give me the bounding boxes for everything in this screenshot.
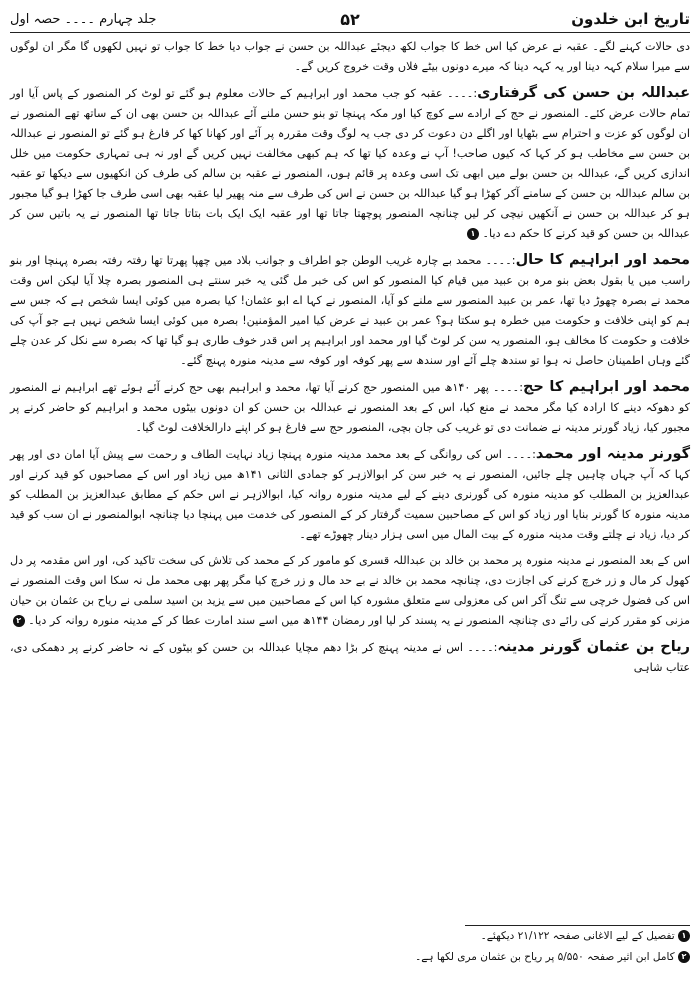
section-hajj: محمد اور ابراہیم کا حج:۔۔۔۔ پھر ۱۴۰ھ میں المنصور حج کرنے آیا تھا، محمد و ابراہیم بھی حج کرنے آئے ہوئے تھے ابراہیم نے المنصور کو دھوکہ دینے کا ارادہ کیا مگر محمد نے منع کیا، اس کے بعد المنصور نے عبداللہ بن حسن کو ان دونوں بیٹوں محمد و ابراہیم کو حاضر کرنے پر مجبور کیا، زیاد گورنر مدینہ نے ضمانت دی تو غریب کی جان بچی، المنصور حج سے فارغ ہو کر اپنے دارالخلافت لوٹ گیا۔	[10, 379, 691, 434]
section-riyah: ریاح بن عثمان گورنر مدینہ:۔۔۔۔ اس نے مدینہ پہنچ کر بڑا دھم مچایا عبداللہ بن حسن کو بیٹوں کے نہ حاضر کرنے پر دھمکی دی، عتاب شاہی	[10, 639, 690, 674]
section-arrest: عبداللہ بن حسن کی گرفتاری:۔۔۔۔ عقبہ کو جب محمد اور ابراہیم کے حالات معلوم ہو گئے تو لوٹ کر المنصور کے پاس آیا اور تمام حالات عرض کئے۔ المنصور نے حج کے ارادے سے کوچ کیا اور مکہ پہنچا تو بنو حسن ملنے آئے عبداللہ بن حسن بھی ان کے ساتھ تھے المنصور نے ان لوگوں کو عزت و احترام سے بٹھایا اور اگلے دن دعوت کر دی جب یہ لوگ وقت مقررہ پر آئے اور کھانا کھا کر فارغ ہو گئے تو المنصور نے عبداللہ بن حسن سے مخاطب ہو کر کہا کہ کیوں صاحب! آپ نے وعدہ کیا تھا کہ ہم کبھی مخالفت نہیں کریں گے اور نہ ہی تمہاری حکومت میں خلل اندازی کریں گے، عبداللہ بن حسن بولے میں ابھی تک اسی وعدہ پر قائم ہوں، المنصور نے عقبہ بن سالم کی طرف کن انکھیوں سے دیکھا تو عقبہ بن سالم عبداللہ بن حسن کے سامنے آکر کھڑا ہو گیا عبداللہ بن حسن نے اس کی طرف سے منہ پھیر لیا عقبہ بھی اسی طرف جا کھڑا ہو گیا مجبور ہو کر عبداللہ بن حسن نے آنکھیں نیچی کر لیں چنانچہ المنصور پوچھتا جاتا تھا اور عقبہ ایک ایک بات بتاتا جاتا تھا المنصور نے یہ باتیں سن کر عبداللہ بن حسن کو قید کرنے کا حکم دے دیا۔ ۱	[10, 85, 691, 240]
paragraph-text: اس نے مدینہ پہنچ کر بڑا دھم مچایا عبداللہ بن حسن کو بیٹوں کے نہ حاضر کرنے پر دھمکی دی، عتاب شاہی	[10, 641, 690, 674]
section-heading: گورنر مدینہ اور محمد	[535, 446, 690, 462]
section-heading: محمد اور ابراہیم کا حال	[515, 252, 691, 268]
footnote-number: ۲	[678, 951, 690, 963]
footnotes	[10, 925, 690, 968]
footnote-marker[interactable]: ۱	[467, 228, 479, 240]
paragraph-text: دی حالات کہنے لگے۔ عقبہ نے عرض کیا اس خط کا جواب لکھ دیجئے عبداللہ بن حسن نے جواب دیا خط کا جواب تو نہیں لکھوں گا مگر ان لوگوں سے میرا سلام کہہ دینا اور یہ کہہ دینا کہ میرے دونوں بیٹے فلاں وقت خروج کریں گے۔	[10, 40, 690, 73]
paragraph-text: پھر ۱۴۰ھ میں المنصور حج کرنے آیا تھا، محمد و ابراہیم بھی حج کرنے آئے ہوئے تھے ابراہیم نے المنصور کو دھوکہ دینے کا ارادہ کیا مگر محمد نے منع کیا، اس کے بعد المنصور نے عبداللہ بن حسن کو ان دونوں بیٹوں محمد و ابراہیم کو حاضر کرنے پر مجبور کیا، زیاد گورنر مدینہ نے ضمانت دی تو غریب کی جان بچی، المنصور حج سے فارغ ہو کر اپنے دارالخلافت لوٹ گیا۔	[10, 381, 690, 434]
paragraph-text: عقبہ کو جب محمد اور ابراہیم کے حالات معلوم ہو گئے تو لوٹ کر المنصور کے پاس آیا اور تمام حالات عرض کئے۔ المنصور نے حج کے ارادے سے کوچ کیا اور مکہ پہنچا تو بنو حسن ملنے آئے عبداللہ بن حسن بھی ان کے ساتھ تھے المنصور نے ان لوگوں کو عزت و احترام سے بٹھایا اور اگلے دن دعوت کر دی جب یہ لوگ وقت مقررہ پر آئے اور کھانا کھا کر فارغ ہو گئے تو المنصور نے عبداللہ بن حسن سے مخاطب ہو کر کہا کہ کیوں صاحب! آپ نے وعدہ کیا تھا کہ ہم کبھی مخالفت نہیں کریں گے اور نہ ہی تمہاری حکومت میں خلل اندازی کریں گے، عبداللہ بن حسن بولے میں ابھی تک اسی وعدہ پر قائم ہوں، المنصور نے عقبہ بن سالم کی طرف کن انکھیوں سے دیکھا تو عقبہ بن سالم عبداللہ بن حسن کے سامنے آکر کھڑا ہو گیا عبداللہ بن حسن نے اس کی طرف سے منہ پھیر لیا عقبہ بھی اسی طرف جا کھڑا ہو گیا مجبور ہو کر عبداللہ بن حسن نے آنکھیں نیچی کر لیں چنانچہ المنصور پوچھتا جاتا تھا اور عقبہ ایک ایک بات بتاتا جاتا تھا المنصور نے یہ باتیں سن کر عبداللہ بن حسن کو قید کرنے کا حکم دے دیا۔	[10, 87, 690, 240]
paragraph	[10, 551, 690, 631]
section-governor: گورنر مدینہ اور محمد:۔۔۔۔ اس کی روانگی کے بعد محمد مدینہ منورہ پہنچا زیاد نہایت الطاف و رحمت سے پیش آیا امان دی اور پھر کہا کہ آپ جہاں چاہیں چلے جائیں، المنصور نے یہ خبر سن کر ابوالازہر کو جمادی الثانی ۱۴۱ھ میں زیاد اور اس کے مصاحبوں کو قید کرنے اور عبدالعزیز بن المطلب کو مدینہ منورہ کی گورنری دینے کے لیے مدینہ منورہ روانہ کیا، ابوالازہر نے اس حکم کے مطابق عبدالعزیز بن المطلب کو مدینہ منورہ کا گورنر بنایا اور زیاد کو اس کے مصاحبین سمیت گرفتار کر کے المنصور کی خدمت میں پہنچا دیا چنانچہ ابوالمنصور نے ان سب کو قید کر دیا، زیاد نے چلتے وقت مدینہ منورہ کے بیت المال میں اسی ہزار دینار چھوڑے تھے۔	[10, 446, 690, 541]
paragraph-text: اس کے بعد المنصور نے مدینہ منورہ پر محمد بن خالد بن عبداللہ قسری کو مامور کر کے محمد کی تلاش کی سخت تاکید کی، اور اس مقدمہ پر دل کھول کر مال و زر خرچ کرنے کی اجازت دی، چنانچہ محمد بن خالد نے بے حد مال و زر خرچ کیا مگر پھر بھی محمد مل نہ سکا اس وقت المنصور نے اس کی فضول خرچی سے تنگ آکر اس کی معزولی سے متعلق مشورہ کیا اس کے مصاحبین میں سے یزید بن اسید سلمی نے ریاح بن عثمان بن حیان مزنی کو مقرر کرنے کی رائے دی چنانچہ المنصور نے یہ پسند کر لیا اور رمضان ۱۴۴ھ میں اسے سند امارت عطا کر کے مدینہ منورہ روانہ کر دیا۔	[10, 554, 690, 627]
section-heading: ریاح بن عثمان گورنر مدینہ	[497, 639, 690, 655]
footnote	[10, 947, 690, 968]
footnote	[10, 926, 690, 947]
page-header	[10, 6, 690, 33]
paragraph-text: محمد بے چارہ غریب الوطن جو اطراف و جوانب بلاد میں چھپا پھرتا تھا رفتہ رفتہ بصرہ پہنچا اور بنو راسب میں یا بقول بعض بنو مرہ بن عبید میں قیام کیا المنصور کو اس کی خبر مل گئی یہ خبر سنتے ہی المنصور بصرہ چلا آیا لیکن اس وقت محمد نے بصرہ چھوڑ دیا تھا، عمر بن عبید المنصور سے ملنے کو آیا، المنصور نے کہا اے ابو عثمان! کیا بصرہ میں کوئی ایسا شخص ہے کہ جس سے ہم کو اپنی خلافت و حکومت میں خطرہ ہو سکتا ہو؟ عمر بن عبید نے عرض کیا امیر المؤمنین! بصرہ میں کوئی ایسا شخص نہیں ہے جو آپ کی خلافت و حکومت کا مخالف ہو، المنصور یہ سن کر لوٹ گیا اور محمد اور ابراہیم پر اس قدر خوف طاری ہو گیا تھا کہ بصرہ سے نکل کر عدن چلے گئے وہاں اطمینان حاصل نہ ہوا تو سندھ چلے آئے اور سندھ سے پھر کوفہ اور کوفہ سے مدینہ منورہ پہنچ گئے۔	[10, 254, 690, 367]
section-heading: محمد اور ابراہیم کا حج	[522, 379, 691, 395]
footnote-text: کامل ابن اثیر صفحہ ۵/۵۵۰ پر ریاح بن عثمان مری لکھا ہے۔	[415, 951, 675, 963]
footnote-text: تفصیل کے لیے الاغانی صفحہ ۲۱/۱۲۲ دیکھئے۔	[480, 930, 675, 942]
section-condition: محمد اور ابراہیم کا حال:۔۔۔۔ محمد بے چارہ غریب الوطن جو اطراف و جوانب بلاد میں چھپا پھرتا تھا رفتہ رفتہ بصرہ پہنچا اور بنو راسب میں یا بقول بعض بنو مرہ بن عبید میں قیام کیا المنصور کو اس کی خبر مل گئی یہ خبر سنتے ہی المنصور بصرہ چلا آیا لیکن اس وقت محمد نے بصرہ چھوڑ دیا تھا، عمر بن عبید المنصور سے ملنے کو آیا، المنصور نے کہا اے ابو عثمان! کیا بصرہ میں کوئی ایسا شخص ہے کہ جس سے ہم کو اپنی خلافت و حکومت میں خطرہ ہو سکتا ہو؟ عمر بن عبید نے عرض کیا امیر المؤمنین! بصرہ میں کوئی ایسا شخص نہیں ہے جو آپ کی خلافت و حکومت کا مخالف ہو، المنصور یہ سن کر لوٹ گیا اور محمد اور ابراہیم پر اس قدر خوف طاری ہو گیا تھا کہ بصرہ سے نکل کر عدن چلے گئے وہاں اطمینان حاصل نہ ہوا تو سندھ چلے آئے اور سندھ سے پھر کوفہ اور کوفہ سے مدینہ منورہ پہنچ گئے۔	[10, 252, 691, 367]
paragraph	[10, 37, 690, 77]
book-title: تاریخ ابن خلدون	[571, 10, 690, 28]
volume-label: جلد چہارم ۔۔۔۔ حصہ اول	[10, 11, 157, 27]
section-heading: عبداللہ بن حسن کی گرفتاری	[477, 85, 691, 101]
footnote-marker[interactable]: ۲	[13, 615, 25, 627]
paragraph-text: اس کی روانگی کے بعد محمد مدینہ منورہ پہنچا زیاد نہایت الطاف و رحمت سے پیش آیا امان دی اور پھر کہا کہ آپ جہاں چاہیں چلے جائیں، المنصور نے یہ خبر سن کر ابوالازہر کو جمادی الثانی ۱۴۱ھ میں زیاد اور اس کے مصاحبوں کو قید کرنے اور عبدالعزیز بن المطلب کو مدینہ منورہ کی گورنری دینے کے لیے مدینہ منورہ روانہ کیا، ابوالازہر نے اس حکم کے مطابق عبدالعزیز بن المطلب کو مدینہ منورہ کا گورنر بنایا اور زیاد کو اس کے مصاحبین سمیت گرفتار کر کے المنصور کی خدمت میں پہنچا دیا چنانچہ ابوالمنصور نے ان سب کو قید کر دیا، زیاد نے چلتے وقت مدینہ منورہ کے بیت المال میں اسی ہزار دینار چھوڑے تھے۔	[10, 448, 690, 541]
page-number: ۵۲	[340, 9, 360, 29]
footnote-number: ۱	[678, 930, 690, 942]
page-body	[10, 33, 690, 678]
